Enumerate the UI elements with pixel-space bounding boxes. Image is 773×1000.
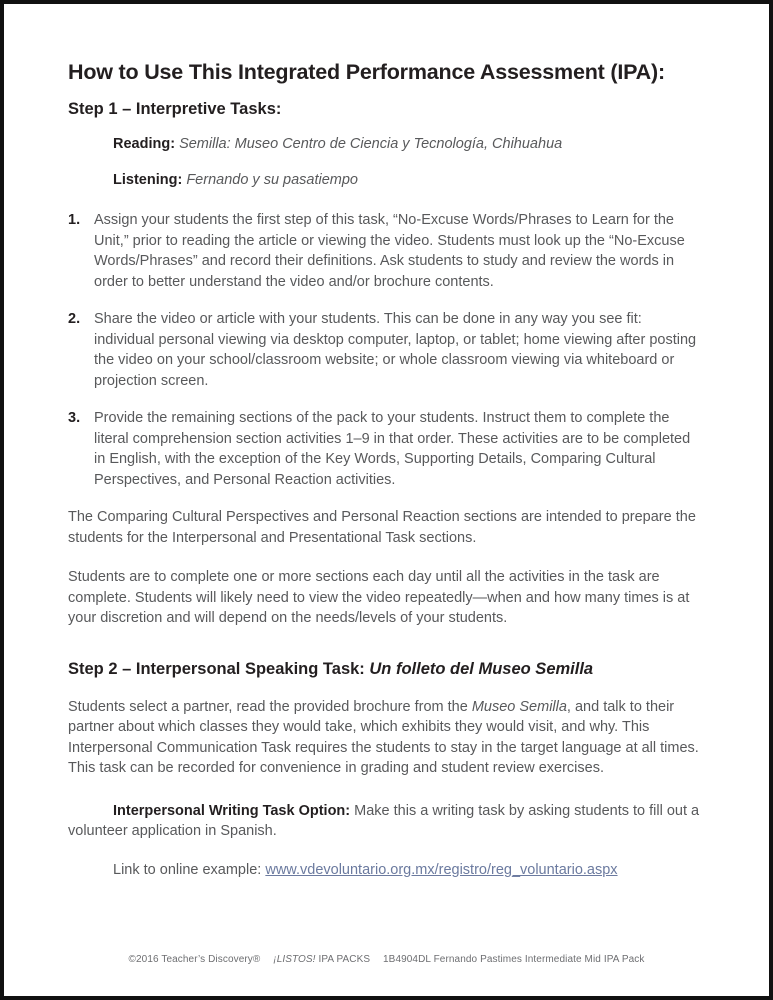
writing-option-text: Make this a writing task by asking students to fill out a volunteer application in Spanish.	[68, 802, 700, 840]
page-title: How to Use This Integrated Performance Assessment (IPA):	[68, 60, 665, 84]
paragraph-step2	[68, 697, 705, 779]
page-footer	[4, 954, 769, 965]
item-number: 1.	[68, 212, 81, 229]
external-link[interactable]: www.vdevoluntario.org.mx/registro/reg_voluntario.aspx	[265, 861, 618, 878]
writing-option-label: Interpersonal Writing Task Option:	[113, 802, 351, 819]
paragraph-pacing: Students are to complete one or more sections each day until all the activities in the task are complete. Students will likely need to view the video repeatedly—when and how many times is at your discretion and will depend on the needs/levels of your students.	[68, 569, 690, 627]
step2-heading-prefix: Step 2 – Interpersonal Speaking Task:	[68, 659, 365, 678]
item-number: 3.	[68, 410, 81, 427]
item-number: 2.	[68, 311, 81, 328]
footer-product-code: 1B4904DL Fernando Pastimes Intermediate Mid IPA Pack	[383, 954, 645, 965]
step1-heading: Step 1 – Interpretive Tasks:	[68, 99, 282, 118]
link-label: Link to online example:	[113, 861, 262, 878]
footer-brand	[273, 954, 370, 965]
item-text: Assign your students the first step of this task, “No-Excuse Words/Phrases to Learn for the Unit,” prior to reading the article or viewing the video. Students must look up the “No-Excuse Words/Phrases” and record their definitions. Ask students to study and review the words in order to better understand the video and/or brochure contents.	[94, 212, 685, 290]
instruction-item-1	[68, 210, 705, 292]
step2-para-text-cont: , and talk to their partner about which classes they would take, which exhibits they would visit, and why. This Interpersonal Communication Task requires the students to stay in the target language at all times. This task can be recorded for convenience in grading and student review exercises.	[68, 698, 699, 777]
page-content	[4, 4, 769, 880]
item-text: Share the video or article with your students. This can be done in any way you see fit: individual personal viewing via desktop computer, laptop, or tablet; home viewing after posting the video on your school/classroom website; or whole classroom viewing via whiteboard or projection screen.	[94, 311, 697, 389]
link-line	[113, 860, 705, 881]
footer-brand-suffix: IPA PACKS	[318, 954, 371, 965]
paragraph-comparing-cultural: The Comparing Cultural Perspectives and Personal Reaction sections are intended to prepare the students for the Interpersonal and Presentational Task sections.	[68, 509, 696, 546]
reading-title: Semilla: Museo Centro de Ciencia y Tecnología, Chihuahua	[179, 136, 563, 153]
item-text: Provide the remaining sections of the pack to your students. Instruct them to complete the literal comprehension section activities 1–9 in that order. These activities are to be completed in English, with the exception of the Key Words, Supporting Details, Comparing Cultural Perspectives, and Personal Reaction activities.	[94, 410, 691, 488]
instruction-item-3	[68, 408, 705, 490]
museo-semilla-italic: Museo Semilla	[471, 698, 567, 715]
listening-line	[113, 170, 705, 190]
footer-copyright: ©2016 Teacher’s Discovery®	[128, 954, 261, 965]
reading-label: Reading:	[113, 136, 176, 153]
writing-option-paragraph	[68, 801, 705, 842]
footer-brand-name: ¡LISTOS!	[273, 954, 316, 965]
instruction-item-2	[68, 309, 705, 391]
step2-heading-title: Un folleto del Museo Semilla	[369, 659, 594, 678]
listening-label: Listening:	[113, 172, 183, 189]
listening-title: Fernando y su pasatiempo	[186, 172, 358, 189]
step2-heading	[68, 659, 705, 680]
reading-line	[113, 134, 705, 154]
step2-para-text: Students select a partner, read the provided brochure from the	[68, 698, 468, 715]
